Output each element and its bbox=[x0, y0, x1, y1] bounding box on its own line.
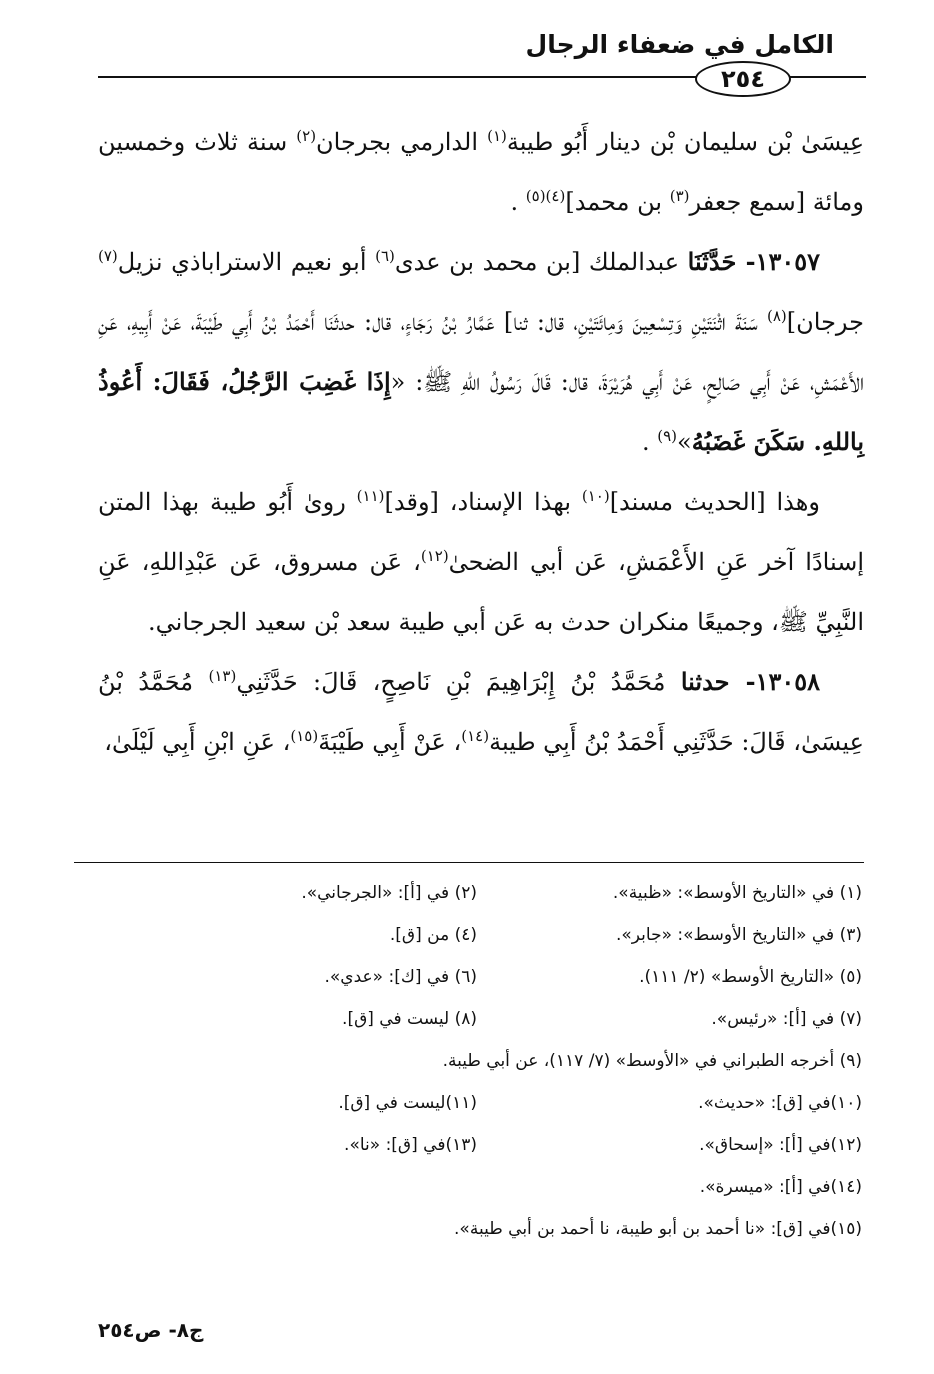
text-span: سَنَةَ اثْنَتَيْنِ وَتِسْعِينَ وَمِائَتَيْنِ، قال: ثنا] عَمَّارُ بْنُ رَجَاءٍ، قال: حدثَنَا أَحْمَدُ بْنُ أَبِي طَيْبَةَ، عَنْ أَبِيهِ، عَنِ الأَعْمَشِ، عَنْ أَبِي صَالِحٍ، عَنْ أَبِي هُرَيْرَةَ، قال: قَالَ رَسُولُ اللهِ ﷺ: « bbox=[98, 308, 864, 396]
footnote-ref: (١٢) bbox=[420, 547, 449, 565]
hadith-13057 bbox=[98, 232, 864, 472]
page-number-badge bbox=[695, 61, 791, 97]
running-header-title: الكامل في ضعفاء الرجال bbox=[525, 30, 834, 59]
footnote-13: (١٣)في [ق]: «نا». bbox=[344, 1135, 477, 1155]
page-number: ٢٥٤ bbox=[721, 65, 765, 93]
footnote-1: (١) في «التاريخ الأوسط»: «ظبية». bbox=[612, 883, 862, 903]
footnote-row bbox=[72, 998, 862, 1040]
footnote-ref: (١٤) bbox=[461, 727, 490, 745]
footnote-row bbox=[72, 1082, 862, 1124]
main-text bbox=[98, 112, 864, 772]
paragraph-commentary bbox=[98, 472, 864, 652]
footnote-5: (٥) «التاريخ الأوسط» (٢/ ١١١). bbox=[639, 967, 862, 987]
footnote-row bbox=[72, 1040, 862, 1082]
footnotes bbox=[72, 872, 862, 1250]
text-span: ، عَن مسروق، عَن عَبْدِاللهِ، عَنِ النَّبِيِّ ﷺ، وجميعًا منكران حدث به عَن أبي طيبة سعد بْن سعيد الجرجاني. bbox=[98, 548, 864, 636]
footnote-ref: (٩) bbox=[657, 427, 678, 445]
text-span: عِيسَىٰ بْن سليمان بْن دينار أَبُو طيبة bbox=[506, 128, 865, 156]
text-span: » bbox=[677, 428, 692, 456]
footnote-row bbox=[72, 914, 862, 956]
haddathana: حدثنا bbox=[680, 667, 730, 696]
footnote-ref: (٣) bbox=[669, 187, 690, 205]
footnote-15: (١٥)في [ق]: «نا أحمد بن أبو طيبة، نا أحمد بن أبي طيبة». bbox=[454, 1219, 862, 1239]
footnote-ref: (٢) bbox=[296, 127, 317, 145]
text-span: عبدالملك [بن محمد بن عدى bbox=[394, 248, 688, 276]
volume-page-reference: ج٨- ص٢٥٤ bbox=[98, 1318, 204, 1342]
footnote-separator bbox=[74, 862, 864, 863]
footnote-ref: (١) bbox=[487, 127, 507, 145]
footnote-3: (٣) في «التاريخ الأوسط»: «جابر». bbox=[616, 925, 862, 945]
footnote-ref: (٤)(٥) bbox=[525, 187, 566, 205]
footnote-ref: (١٣) bbox=[208, 667, 237, 685]
paragraph-1 bbox=[98, 112, 864, 232]
hadith-number: ١٣٠٥٨- bbox=[729, 667, 820, 696]
footnote-14: (١٤)في [أ]: «ميسرة». bbox=[699, 1177, 862, 1197]
footnote-row bbox=[72, 1124, 862, 1166]
footnote-row bbox=[72, 956, 862, 998]
text-span: مُحَمَّدُ بْنُ عِيسَىٰ، قَالَ: حَدَّثَنِي أَحْمَدُ بْنُ أَبِي طيبة bbox=[98, 668, 864, 756]
text-span: روىٰ أَبُو طيبة بهذا المتن إسنادًا آخر عَنِ الأَعْمَشِ، عَن أبي الضحىٰ bbox=[98, 488, 864, 576]
haddathana: حَدَّثَنَا bbox=[687, 247, 737, 276]
text-span: . bbox=[641, 428, 658, 456]
footnote-ref: (١١) bbox=[356, 487, 385, 505]
footnote-9: (٩) أخرجه الطبراني في «الأوسط» (٧/ ١١٧)، عن أبي طيبة. bbox=[442, 1051, 862, 1071]
footnote-ref: (١٠) bbox=[581, 487, 610, 505]
footnote-11: (١١)ليست في [ق]. bbox=[338, 1093, 477, 1113]
footnote-2: (٢) في [أ]: «الجرجاني». bbox=[301, 883, 477, 903]
hadith-number: ١٣٠٥٧- bbox=[736, 247, 820, 276]
text-span: ، عَنِ ابْنِ أَبِي لَيْلَىٰ، bbox=[104, 728, 291, 756]
footnote-10: (١٠)في [ق]: «حديث». bbox=[698, 1093, 862, 1113]
hadith-13058 bbox=[98, 652, 864, 772]
text-span: ، عَنْ أَبِي طَيْبَةَ bbox=[318, 728, 462, 756]
footnote-4: (٤) من [ق]. bbox=[389, 925, 477, 945]
text-span: . bbox=[510, 188, 526, 216]
text-span: أبو نعيم الاستراباذي نزيل bbox=[117, 248, 376, 276]
footnote-ref: (٨) bbox=[767, 307, 787, 325]
footnote-7: (٧) في [أ]: «رئيس». bbox=[711, 1009, 862, 1029]
text-span: الدارمي بجرجان bbox=[316, 128, 488, 156]
footnote-6: (٦) في [ك]: «عدي». bbox=[324, 967, 477, 987]
text-span: وهذا [الحديث مسند] bbox=[609, 488, 820, 516]
footnote-row bbox=[72, 1208, 862, 1250]
footnote-ref: (٦) bbox=[375, 247, 395, 265]
footnote-ref: (١٥) bbox=[290, 727, 319, 745]
hadith-matn: إِذَا غَضِبَ الرَّجُلُ، فَقَالَ: أَعُوذُ بِاللهِ. سَكَنَ غَضَبُهُ bbox=[98, 367, 864, 456]
footnote-row bbox=[72, 872, 862, 914]
text-span: بهذا الإسناد، [وقد] bbox=[384, 488, 582, 516]
text-span: بن محمد] bbox=[565, 188, 670, 216]
footnote-ref: (٧) bbox=[98, 247, 118, 265]
footnote-12: (١٢)في [أ]: «إسحاق». bbox=[699, 1135, 862, 1155]
text-span: مُحَمَّدُ بْنُ إِبْرَاهِيمَ بْنِ نَاصِحٍ، قَالَ: حَدَّثَنِي bbox=[236, 668, 681, 696]
text-span: جرجان] bbox=[786, 308, 864, 336]
footnote-8: (٨) ليست في [ق]. bbox=[342, 1009, 477, 1029]
footnote-row bbox=[72, 1166, 862, 1208]
text-span: سنة ثلاث وخمسين ومائة [سمع جعفر bbox=[98, 128, 864, 216]
